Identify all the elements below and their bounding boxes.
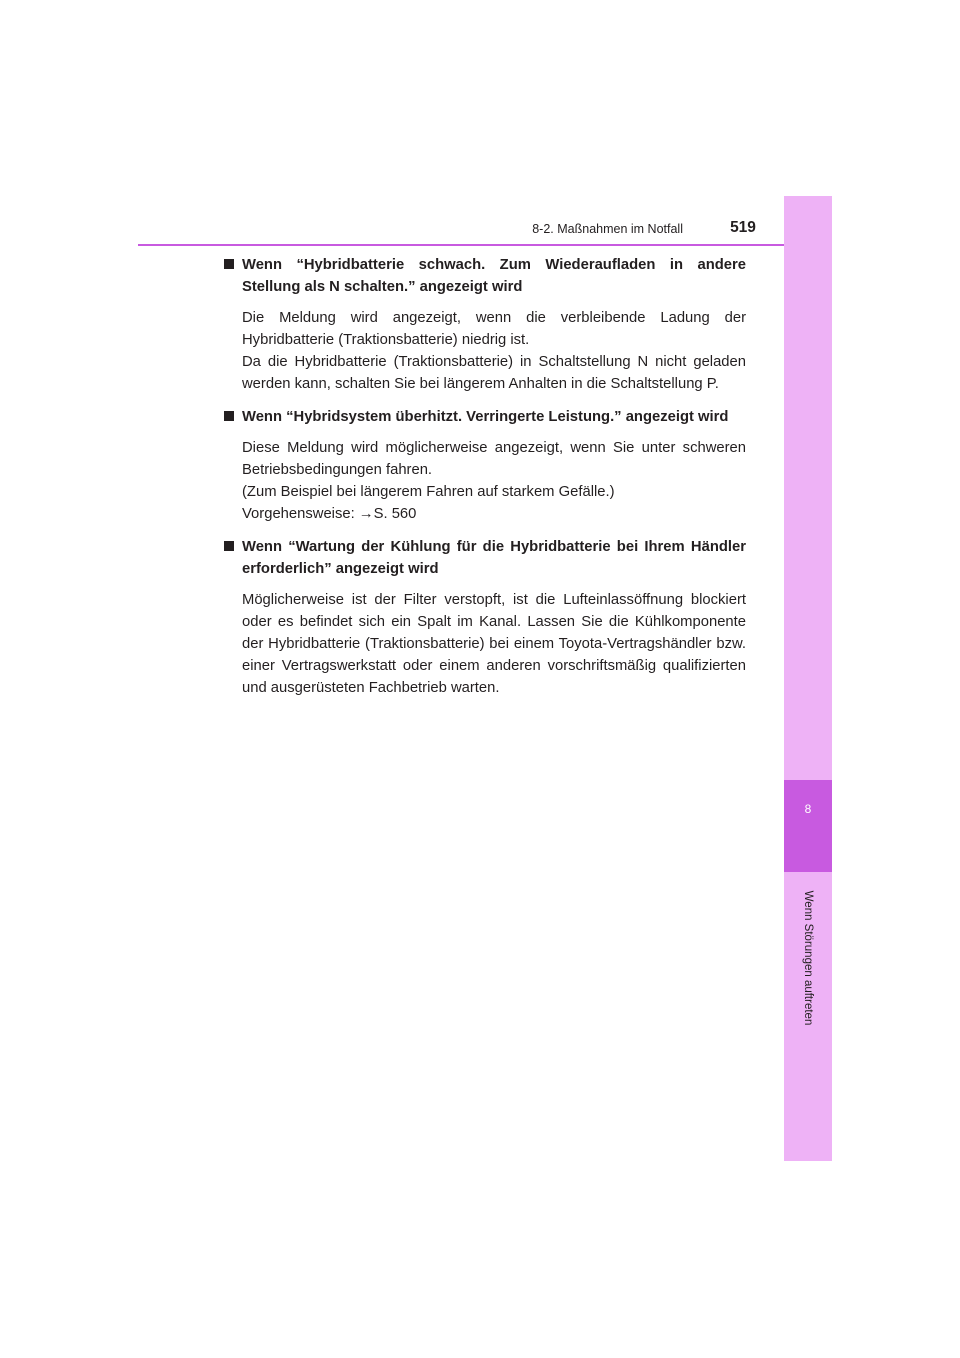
heading-text: Wenn “Wartung der Kühlung für die Hybridbatterie bei Ihrem Händler erforderlich” angezeigt wird [242, 539, 746, 577]
square-bullet-icon [224, 411, 234, 421]
page-number: 519 [730, 219, 756, 236]
header-divider [138, 244, 832, 246]
body-line: Vorgehensweise: →S. 560 [242, 506, 417, 522]
section-title: 8-2. Maßnahmen im Notfall [532, 222, 683, 236]
section-low-battery [224, 254, 746, 395]
section-overheat [224, 406, 746, 525]
page-content [224, 254, 746, 710]
section-body [224, 307, 746, 395]
body-line: Da die Hybridbatterie (Traktionsbatterie) in Schaltstellung N nicht geladen werden kann, schalten Sie bei längerem Anhalten in die Schaltstellung P. [242, 354, 746, 392]
section-heading [224, 406, 746, 428]
heading-text: Wenn “Hybridsystem überhitzt. Verringerte Leistung.” angezeigt wird [242, 409, 729, 425]
body-line: Diese Meldung wird möglicherweise angezeigt, wenn Sie unter schweren Betriebsbedingungen fahren. [242, 440, 746, 478]
chapter-number: 8 [804, 802, 812, 816]
section-heading [224, 536, 746, 580]
section-body [224, 589, 746, 699]
square-bullet-icon [224, 541, 234, 551]
section-heading [224, 254, 746, 298]
heading-text: Wenn “Hybridbatterie schwach. Zum Wiederaufladen in andere Stellung als N schalten.” angezeigt wird [242, 257, 746, 295]
body-line: Möglicherweise ist der Filter verstopft, ist die Lufteinlassöffnung blockiert oder es befindet sich ein Spalt im Kanal. Lassen Sie die Kühlkomponente der Hybridbatterie (Traktionsbatterie) bei einem Toyota-Vertragshändler bzw. einer Vertragswerkstatt oder einem anderen vorschriftsmäßig qualifizierten und ausgerüsteten Fachbetrieb warten. [242, 592, 746, 696]
section-cooling-maintenance [224, 536, 746, 699]
body-line: (Zum Beispiel bei längerem Fahren auf starkem Gefälle.) [242, 484, 615, 500]
body-line: Die Meldung wird angezeigt, wenn die verbleibende Ladung der Hybridbatterie (Traktionsbatterie) niedrig ist. [242, 310, 746, 348]
chapter-number-box [784, 780, 832, 872]
section-body [224, 437, 746, 525]
square-bullet-icon [224, 259, 234, 269]
chapter-title: Wenn Störungen auftreten [802, 890, 814, 1026]
